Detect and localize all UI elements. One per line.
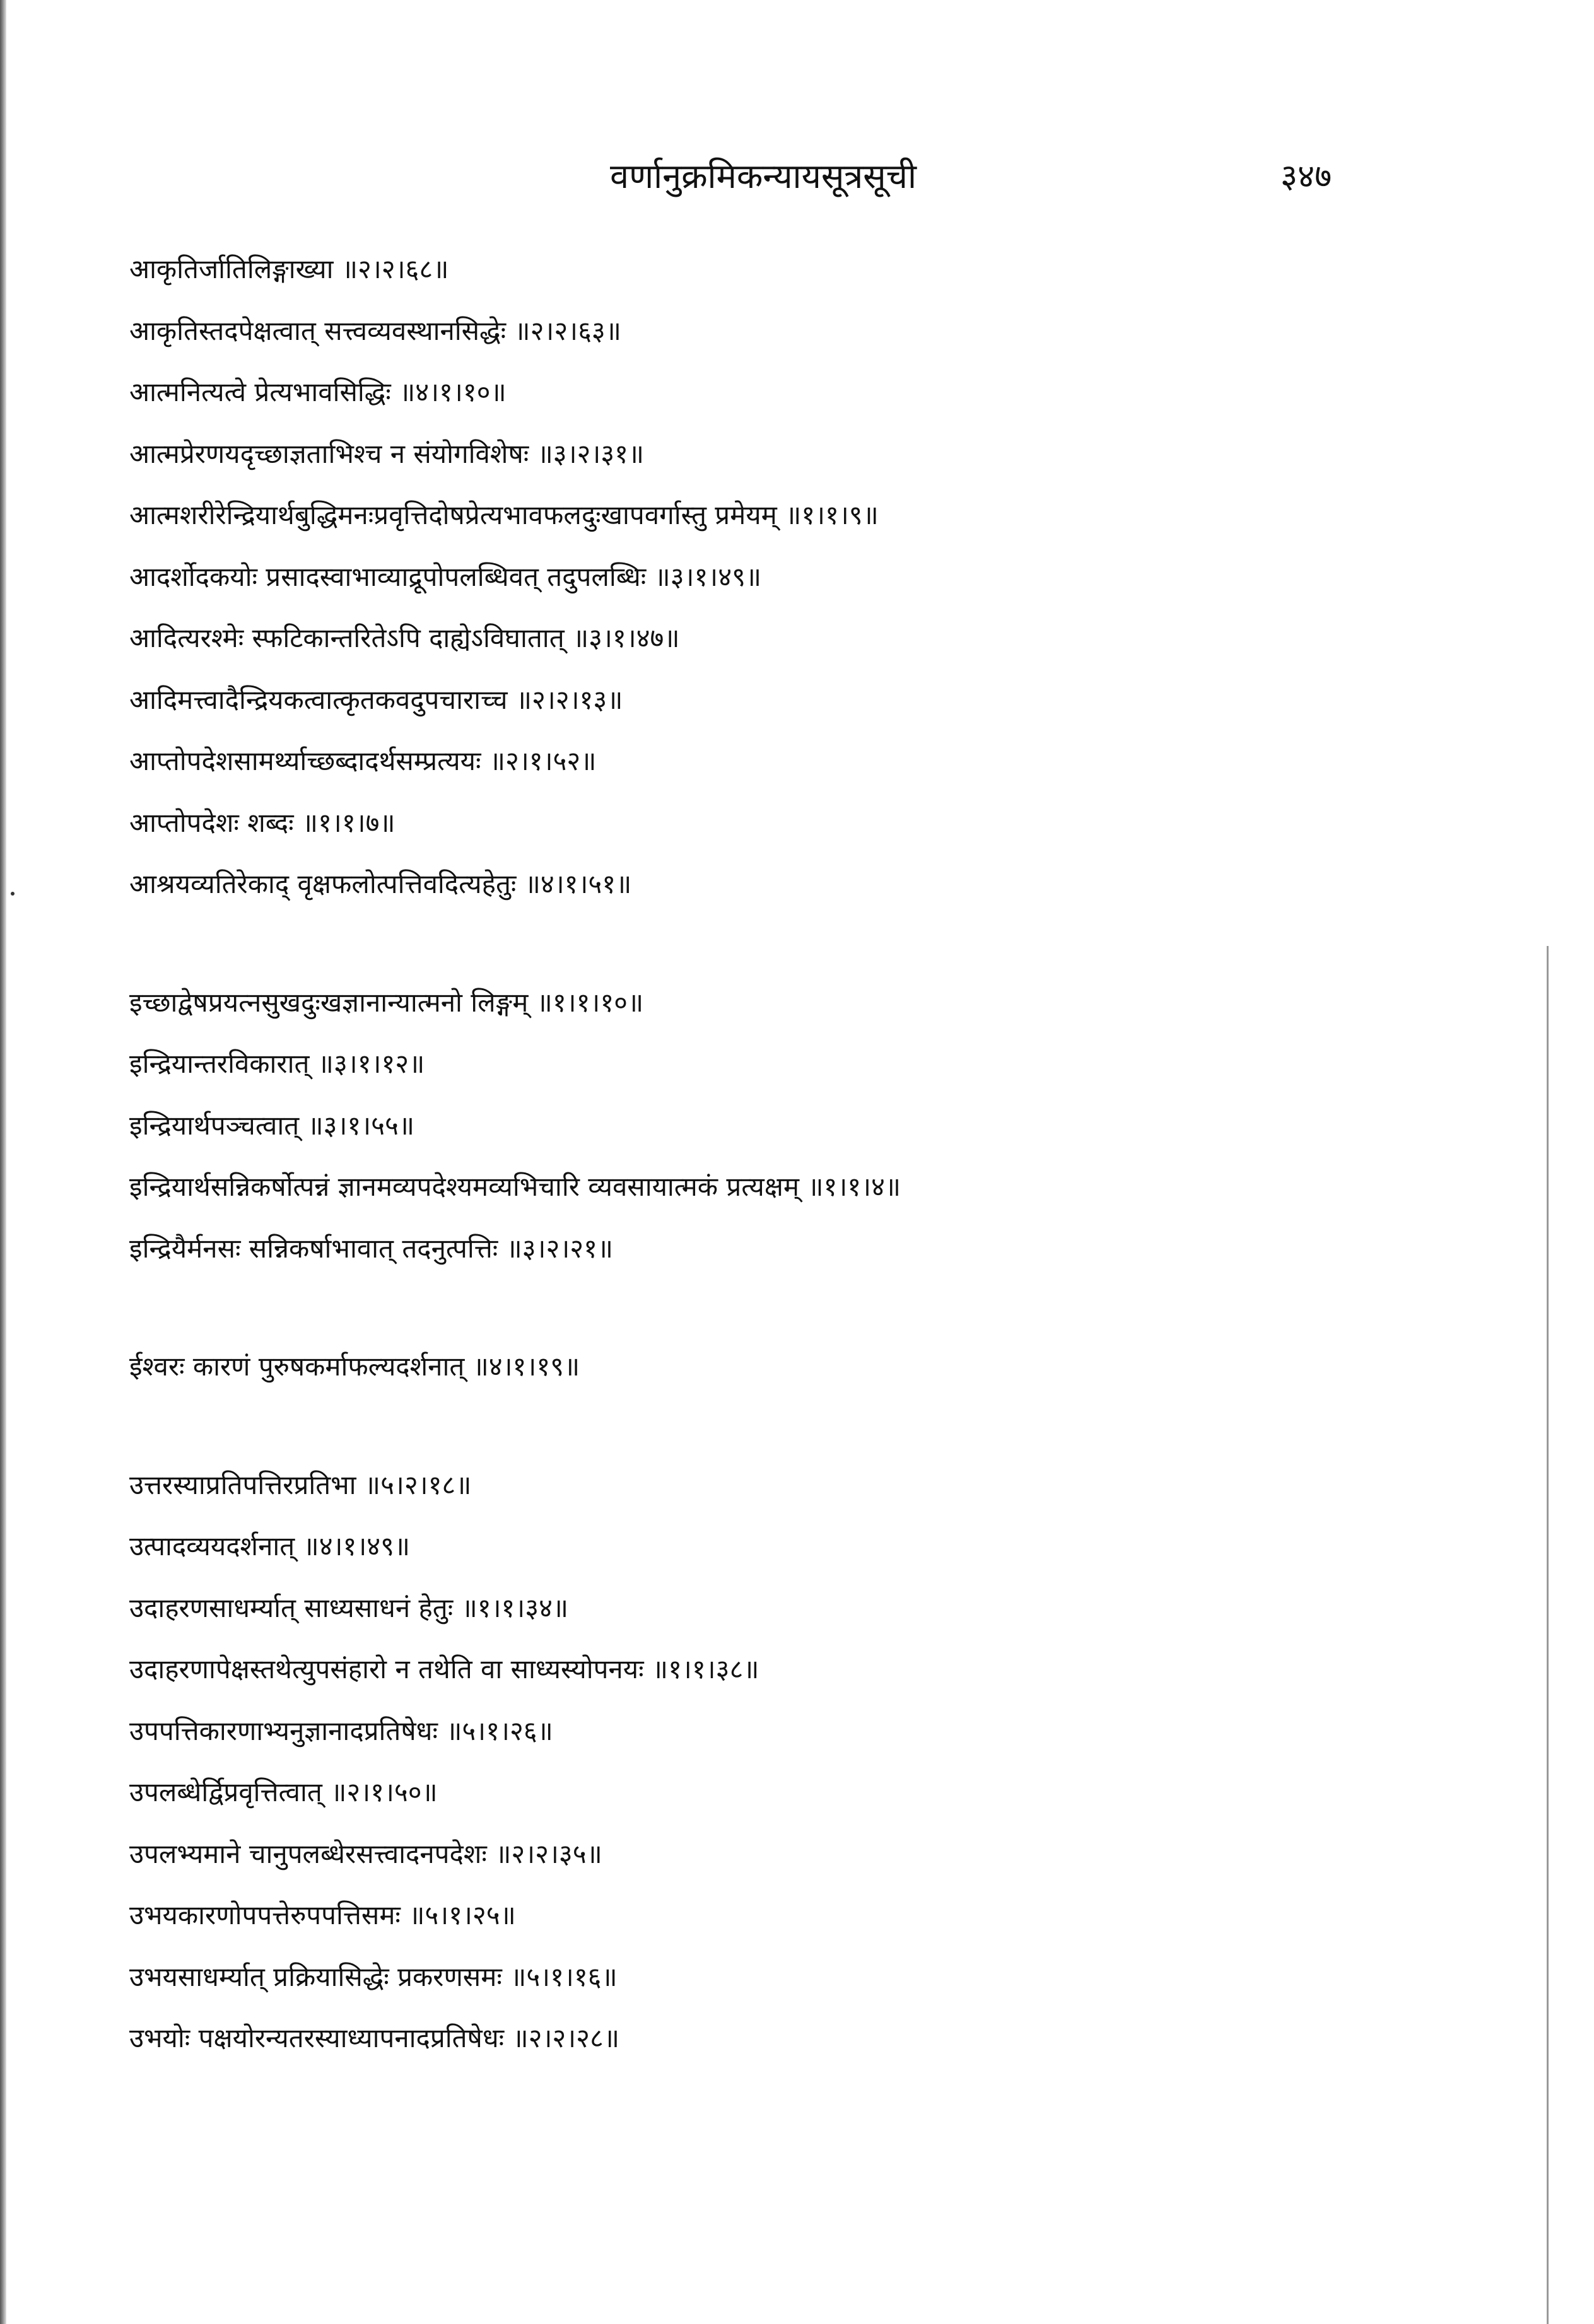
running-head [0, 148, 1594, 205]
index-entry: आप्तोपदेशः शब्दः ॥१।१।७॥ [129, 807, 396, 838]
index-entry: उपलब्धेर्द्विप्रवृत्तित्वात् ॥२।१।५०॥ [129, 1777, 438, 1807]
index-entry: उपपत्तिकारणाभ्यनुज्ञानादप्रतिषेधः ॥५।१।२६॥ [129, 1715, 553, 1746]
index-entry: उभयकारणोपपत्तेरुपपत्तिसमः ॥५।१।२५॥ [129, 1900, 516, 1930]
index-entry: उत्तरस्याप्रतिपत्तिरप्रतिभा ॥५।२।१८॥ [129, 1469, 472, 1500]
page-binding-edge [0, 0, 6, 2324]
index-entry: उभयोः पक्षयोरन्यतरस्याध्यापनादप्रतिषेधः ॥२।२।२८॥ [129, 2023, 619, 2053]
sutra-index-list [129, 238, 1454, 2069]
index-entry: आत्मप्रेरणयदृच्छाज्ञताभिश्च न संयोगविशेषः ॥३।२।३१॥ [129, 438, 645, 469]
index-entry: उदाहरणापेक्षस्तथेत्युपसंहारो न तथेति वा साध्यस्योपनयः ॥१।१।३८॥ [129, 1654, 759, 1685]
index-entry: उत्पादव्ययदर्शनात् ॥४।१।४९॥ [129, 1531, 411, 1562]
index-entry: आदित्यरश्मेः स्फटिकान्तरितेऽपि दाह्येऽविघातात् ॥३।१।४७॥ [129, 622, 680, 653]
index-entry: इच्छाद्वेषप्रयत्नसुखदुःखज्ञानान्यात्मनो लिङ्गम् ॥१।१।१०॥ [129, 986, 644, 1018]
group-aa [129, 238, 1454, 915]
page-title: वर्णानुक्रमिकन्यायसूत्रसूची [610, 156, 917, 196]
index-entry: आकृतिस्तदपेक्षत्वात् सत्त्वव्यवस्थानसिद्धेः ॥२।२।६३॥ [129, 315, 621, 346]
index-entry: इन्द्रियान्तरविकारात् ॥३।१।१२॥ [129, 1048, 425, 1079]
page-number: ३४७ [1280, 158, 1332, 196]
index-entry: आकृतिर्जातिलिङ्गाख्या ॥२।२।६८॥ [129, 254, 449, 284]
index-entry: इन्द्रियैर्मनसः सन्निकर्षाभावात् तदनुत्पत्तिः ॥३।२।२१॥ [129, 1232, 614, 1264]
index-entry: उदाहरणसाधर्म्यात् साध्यसाधनं हेतुः ॥१।१।३४॥ [129, 1592, 569, 1623]
index-entry: ईश्वरः कारणं पुरुषकर्माफल्यदर्शनात् ॥४।१।१९॥ [129, 1351, 580, 1382]
group-i [129, 972, 1454, 1280]
index-entry: उभयसाधर्म्यात् प्रक्रियासिद्धेः प्रकरणसमः ॥५।१।१६॥ [129, 1961, 618, 1992]
scan-edge-line [1547, 946, 1549, 2324]
index-entry: इन्द्रियार्थसन्निकर्षोत्पन्नं ज्ञानमव्यपदेश्यमव्यभिचारि व्यवसायात्मकं प्रत्यक्षम् ॥१।१।४॥ [129, 1171, 901, 1202]
scan-speck [11, 892, 15, 896]
group-ii [129, 1336, 1454, 1398]
index-entry: उपलभ्यमाने चानुपलब्धेरसत्त्वादनपदेशः ॥२।२।३५॥ [129, 1838, 602, 1869]
index-entry: आत्मनित्यत्वे प्रेत्यभावसिद्धिः ॥४।१।१०॥ [129, 377, 507, 407]
index-entry: आश्रयव्यतिरेकाद् वृक्षफलोत्पत्तिवदित्यहेतुः ॥४।१।५१॥ [129, 868, 632, 899]
index-entry: आदिमत्त्वादैन्द्रियकत्वात्कृतकवदुपचाराच्च ॥२।२।१३॥ [129, 684, 623, 715]
index-entry: इन्द्रियार्थपञ्चत्वात् ॥३।१।५५॥ [129, 1109, 414, 1141]
index-entry: आत्मशरीरेन्द्रियार्थबुद्धिमनःप्रवृत्तिदोषप्रेत्यभावफलदुःखापवर्गास्तु प्रमेयम् ॥१।१।९॥ [129, 499, 879, 530]
group-u [129, 1454, 1454, 2069]
index-entry: आदर्शोदकयोः प्रसादस्वाभाव्याद्रूपोपलब्धिवत् तदुपलब्धिः ॥३।१।४९॥ [129, 561, 762, 592]
index-entry: आप्तोपदेशसामर्थ्याच्छब्दादर्थसम्प्रत्ययः ॥२।१।५२॥ [129, 745, 597, 776]
